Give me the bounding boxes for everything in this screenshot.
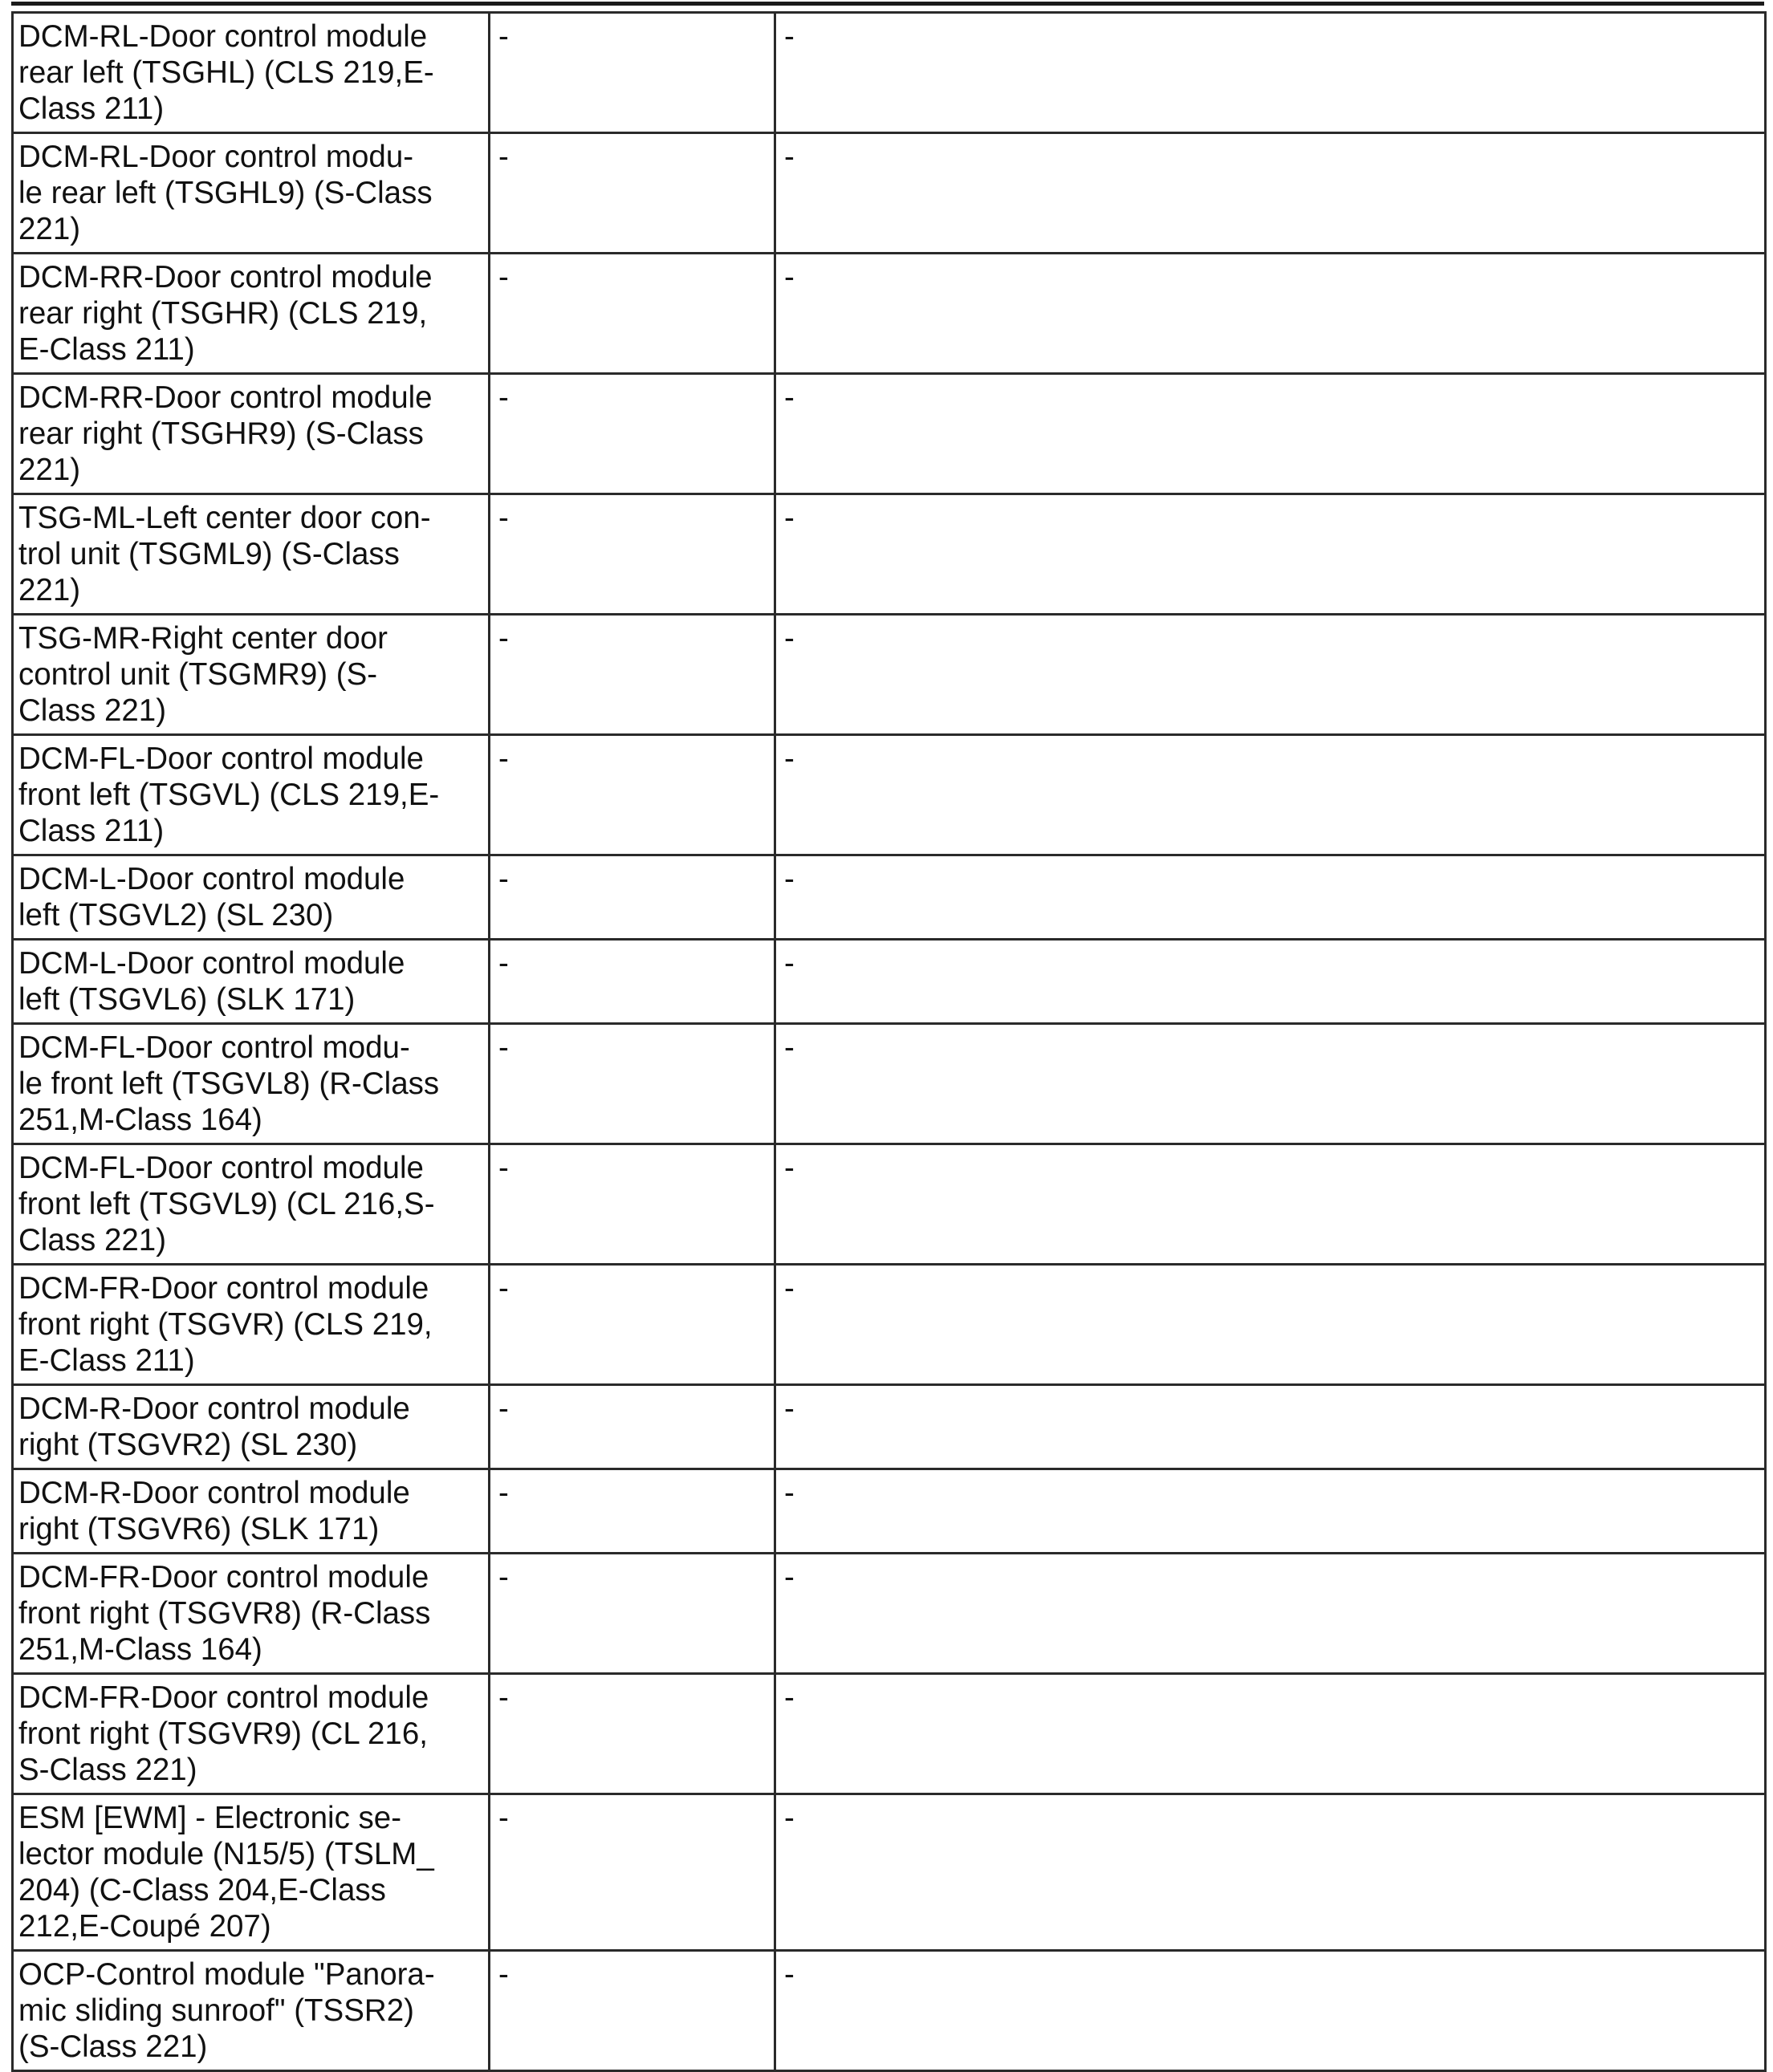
value-cell-3 xyxy=(775,1674,1766,1794)
module-name xyxy=(18,1391,483,1463)
table-row xyxy=(13,855,1766,940)
value-cell-3 xyxy=(775,940,1766,1024)
table-row xyxy=(13,1674,1766,1794)
value-cell-3 xyxy=(775,855,1766,940)
module-name-line: rear right (TSGHR9) (S-Class xyxy=(18,416,424,451)
module-name-line: S-Class 221) xyxy=(18,1753,197,1787)
top-rule xyxy=(11,2,1764,6)
module-name-line: ESM [EWM] - Electronic se- xyxy=(18,1801,402,1835)
module-name xyxy=(18,1680,483,1788)
module-name xyxy=(18,1475,483,1547)
module-name-line: DCM-R-Door control module xyxy=(18,1476,410,1510)
module-name-line: trol unit (TSGML9) (S-Class xyxy=(18,537,400,571)
module-name-line: 204) (C-Class 204,E-Class xyxy=(18,1873,386,1907)
value-cell-2 xyxy=(490,1385,775,1469)
module-name-cell xyxy=(13,1951,490,2071)
module-name-cell xyxy=(13,13,490,133)
dash-value: - xyxy=(498,1030,509,1065)
dash-value: - xyxy=(784,1801,795,1835)
module-name-line: front left (TSGVL9) (CL 216,S- xyxy=(18,1187,435,1221)
table-row xyxy=(13,615,1766,735)
table-row xyxy=(13,133,1766,254)
dash-value: - xyxy=(498,140,509,174)
dash-value: - xyxy=(784,19,795,54)
module-name-line: DCM-RL-Door control modu- xyxy=(18,140,414,174)
dash-value: - xyxy=(498,1560,509,1595)
dash-value: - xyxy=(784,862,795,896)
module-name-line: Class 211) xyxy=(18,91,165,126)
value-cell-3 xyxy=(775,374,1766,494)
value-cell-3 xyxy=(775,1144,1766,1265)
module-name-line: left (TSGVL2) (SL 230) xyxy=(18,898,334,932)
module-name xyxy=(18,945,483,1018)
module-name xyxy=(18,1559,483,1668)
module-name-line: Class 221) xyxy=(18,1223,167,1257)
module-name-cell xyxy=(13,374,490,494)
value-cell-2 xyxy=(490,374,775,494)
value-cell-2 xyxy=(490,1024,775,1144)
module-name-cell xyxy=(13,254,490,374)
value-cell-3 xyxy=(775,494,1766,615)
module-name-line: front left (TSGVL) (CLS 219,E- xyxy=(18,778,440,812)
table-row xyxy=(13,1385,1766,1469)
module-name-line: DCM-FR-Door control module xyxy=(18,1560,429,1595)
dash-value: - xyxy=(784,1271,795,1306)
module-name-line: DCM-FL-Door control module xyxy=(18,741,424,776)
value-cell-3 xyxy=(775,615,1766,735)
dash-value: - xyxy=(784,1560,795,1595)
module-name-line: DCM-FL-Door control modu- xyxy=(18,1030,410,1065)
table-row xyxy=(13,735,1766,855)
table-row xyxy=(13,940,1766,1024)
dash-value: - xyxy=(498,1391,509,1426)
value-cell-3 xyxy=(775,1024,1766,1144)
module-name xyxy=(18,1270,483,1379)
module-name-line: E-Class 211) xyxy=(18,332,195,367)
module-name xyxy=(18,1956,483,2065)
module-name-line: DCM-FR-Door control module xyxy=(18,1271,429,1306)
module-name xyxy=(18,1030,483,1138)
table-row xyxy=(13,13,1766,133)
module-name-line: TSG-ML-Left center door con- xyxy=(18,501,431,535)
module-name-line: OCP-Control module "Panora- xyxy=(18,1957,435,1992)
module-name-line: right (TSGVR6) (SLK 171) xyxy=(18,1512,380,1546)
module-name-line: rear right (TSGHR) (CLS 219, xyxy=(18,296,428,331)
table-row xyxy=(13,1469,1766,1554)
dash-value: - xyxy=(784,260,795,295)
dash-value: - xyxy=(498,19,509,54)
value-cell-3 xyxy=(775,133,1766,254)
table-row xyxy=(13,1554,1766,1674)
module-name-line: mic sliding sunroof" (TSSR2) xyxy=(18,1993,414,2028)
dash-value: - xyxy=(498,1151,509,1185)
module-name-line: 251,M-Class 164) xyxy=(18,1103,262,1137)
dash-value: - xyxy=(498,1680,509,1715)
value-cell-2 xyxy=(490,494,775,615)
module-name-cell xyxy=(13,855,490,940)
dash-value: - xyxy=(784,1957,795,1992)
dash-value: - xyxy=(784,1391,795,1426)
module-name-line: DCM-FR-Door control module xyxy=(18,1680,429,1715)
table-row xyxy=(13,374,1766,494)
module-name xyxy=(18,1800,483,1944)
table-row xyxy=(13,1144,1766,1265)
module-name-line: 221) xyxy=(18,212,81,246)
dash-value: - xyxy=(498,380,509,415)
dash-value: - xyxy=(784,1030,795,1065)
module-name-cell xyxy=(13,1469,490,1554)
value-cell-3 xyxy=(775,1469,1766,1554)
value-cell-2 xyxy=(490,1951,775,2071)
module-name-line: Class 221) xyxy=(18,693,167,728)
module-name-line: DCM-FL-Door control module xyxy=(18,1151,424,1185)
module-name-line: 221) xyxy=(18,573,81,607)
module-name-cell xyxy=(13,1554,490,1674)
value-cell-2 xyxy=(490,1674,775,1794)
module-name-line: TSG-MR-Right center door xyxy=(18,621,388,656)
module-name-line: 221) xyxy=(18,453,81,487)
dash-value: - xyxy=(498,260,509,295)
value-cell-3 xyxy=(775,1951,1766,2071)
dash-value: - xyxy=(784,1151,795,1185)
module-name-line: DCM-L-Door control module xyxy=(18,862,405,896)
dash-value: - xyxy=(498,741,509,776)
value-cell-2 xyxy=(490,855,775,940)
control-module-table xyxy=(11,11,1767,2072)
value-cell-3 xyxy=(775,254,1766,374)
module-name-line: front right (TSGVR8) (R-Class xyxy=(18,1596,431,1631)
table-row xyxy=(13,254,1766,374)
module-name-line: DCM-L-Door control module xyxy=(18,946,405,981)
module-name-cell xyxy=(13,133,490,254)
module-name-line: front right (TSGVR9) (CL 216, xyxy=(18,1717,428,1751)
module-name-cell xyxy=(13,494,490,615)
module-name-line: 212,E-Coupé 207) xyxy=(18,1909,271,1944)
module-name xyxy=(18,1150,483,1258)
dash-value: - xyxy=(498,501,509,535)
table-row xyxy=(13,494,1766,615)
value-cell-2 xyxy=(490,1794,775,1951)
dash-value: - xyxy=(498,946,509,981)
module-name-line: (S-Class 221) xyxy=(18,2029,208,2064)
module-name-line: lector module (N15/5) (TSLM_ xyxy=(18,1837,434,1871)
dash-value: - xyxy=(498,1957,509,1992)
module-name-cell xyxy=(13,615,490,735)
value-cell-3 xyxy=(775,735,1766,855)
module-name-cell xyxy=(13,735,490,855)
module-name-line: left (TSGVL6) (SLK 171) xyxy=(18,982,356,1017)
dash-value: - xyxy=(784,741,795,776)
module-name xyxy=(18,380,483,488)
dash-value: - xyxy=(498,862,509,896)
dash-value: - xyxy=(784,501,795,535)
module-name-line: right (TSGVR2) (SL 230) xyxy=(18,1428,358,1462)
value-cell-2 xyxy=(490,1144,775,1265)
dash-value: - xyxy=(498,621,509,656)
module-name-line: E-Class 211) xyxy=(18,1343,195,1378)
module-name-cell xyxy=(13,1265,490,1385)
value-cell-3 xyxy=(775,1794,1766,1951)
module-name-cell xyxy=(13,1674,490,1794)
value-cell-2 xyxy=(490,735,775,855)
dash-value: - xyxy=(498,1476,509,1510)
module-name xyxy=(18,500,483,608)
dash-value: - xyxy=(784,380,795,415)
value-cell-3 xyxy=(775,1385,1766,1469)
table-row xyxy=(13,1024,1766,1144)
value-cell-2 xyxy=(490,615,775,735)
value-cell-3 xyxy=(775,1265,1766,1385)
table-body xyxy=(13,13,1766,2071)
value-cell-2 xyxy=(490,940,775,1024)
module-name-line: DCM-RL-Door control module xyxy=(18,19,428,54)
module-name-line: Class 211) xyxy=(18,814,165,848)
dash-value: - xyxy=(784,946,795,981)
module-name-line: DCM-RR-Door control module xyxy=(18,260,433,295)
module-name-cell xyxy=(13,1144,490,1265)
module-name-line: 251,M-Class 164) xyxy=(18,1632,262,1667)
table-row xyxy=(13,1951,1766,2071)
module-name xyxy=(18,18,483,127)
value-cell-2 xyxy=(490,254,775,374)
module-name xyxy=(18,620,483,729)
module-name-line: le rear left (TSGHL9) (S-Class xyxy=(18,176,433,210)
module-name xyxy=(18,741,483,849)
value-cell-2 xyxy=(490,1265,775,1385)
value-cell-2 xyxy=(490,1469,775,1554)
module-name xyxy=(18,259,483,368)
dash-value: - xyxy=(784,1476,795,1510)
value-cell-2 xyxy=(490,1554,775,1674)
value-cell-3 xyxy=(775,13,1766,133)
module-name-line: le front left (TSGVL8) (R-Class xyxy=(18,1066,440,1101)
table-row xyxy=(13,1794,1766,1951)
module-name-line: control unit (TSGMR9) (S- xyxy=(18,657,378,692)
module-name-line: DCM-RR-Door control module xyxy=(18,380,433,415)
table-row xyxy=(13,1265,1766,1385)
module-name-cell xyxy=(13,940,490,1024)
module-name-cell xyxy=(13,1385,490,1469)
dash-value: - xyxy=(784,621,795,656)
module-name xyxy=(18,861,483,933)
module-name-line: DCM-R-Door control module xyxy=(18,1391,410,1426)
dash-value: - xyxy=(784,140,795,174)
dash-value: - xyxy=(498,1271,509,1306)
value-cell-3 xyxy=(775,1554,1766,1674)
value-cell-2 xyxy=(490,133,775,254)
module-name xyxy=(18,139,483,247)
module-name-line: rear left (TSGHL) (CLS 219,E- xyxy=(18,55,434,90)
dash-value: - xyxy=(498,1801,509,1835)
module-name-cell xyxy=(13,1794,490,1951)
module-name-line: front right (TSGVR) (CLS 219, xyxy=(18,1307,433,1342)
dash-value: - xyxy=(784,1680,795,1715)
module-name-cell xyxy=(13,1024,490,1144)
value-cell-2 xyxy=(490,13,775,133)
